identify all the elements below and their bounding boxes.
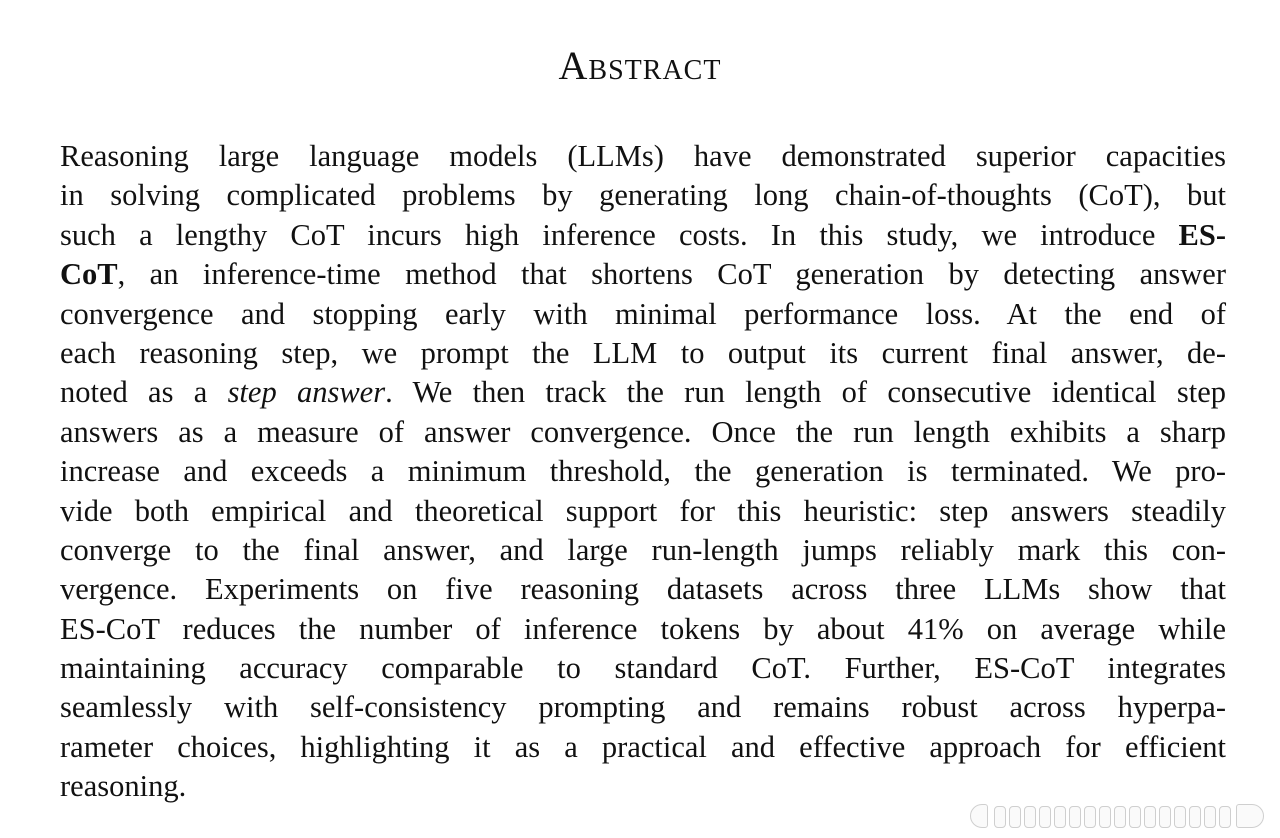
abstract-text-span: step answer xyxy=(227,375,386,410)
watermark-cap-icon xyxy=(1236,804,1264,828)
abstract-text-span: maintaining accuracy comparable to standard CoT. Further, ES-CoT integrates xyxy=(60,651,1226,686)
abstract-text-span: seamlessly with self-consistency prompting and remains robust across hyperpa- xyxy=(60,690,1226,725)
abstract-text-span: noted as a xyxy=(60,375,228,410)
abstract-text-span: vide both empirical and theoretical support for this heuristic: step answers steadily xyxy=(60,493,1226,528)
watermark-bar-icon xyxy=(1174,806,1186,828)
watermark-bar-icon xyxy=(1144,806,1156,828)
abstract-line xyxy=(60,137,1226,176)
watermark-bar-icon xyxy=(1054,806,1066,828)
watermark-cap-icon xyxy=(970,804,988,828)
abstract-text-span: answers as a measure of answer convergence. Once the run length exhibits a sharp xyxy=(60,414,1226,449)
abstract-text-span: ES- xyxy=(1178,217,1226,252)
abstract-line xyxy=(60,531,1226,570)
abstract-line xyxy=(60,295,1226,334)
abstract-heading: Abstract xyxy=(558,43,722,88)
watermark-bar-icon xyxy=(1159,806,1171,828)
watermark-bar-icon xyxy=(1129,806,1141,828)
watermark-bar-icon xyxy=(1219,806,1231,828)
abstract-line xyxy=(60,255,1226,294)
abstract-text-span: ES-CoT reduces the number of inference tokens by about 41% on average while xyxy=(60,611,1226,646)
abstract-body xyxy=(60,137,1226,807)
watermark-bar-icon xyxy=(1009,806,1021,828)
abstract-line xyxy=(60,413,1226,452)
watermark-logo xyxy=(970,800,1266,830)
abstract-text-span: each reasoning step, we prompt the LLM to output its current final answer, de- xyxy=(60,335,1226,370)
abstract-text-span: vergence. Experiments on five reasoning datasets across three LLMs show that xyxy=(60,572,1226,607)
abstract-text-span: . We then track the run length of consecutive identical step xyxy=(385,375,1226,410)
abstract-line xyxy=(60,728,1226,767)
abstract-line xyxy=(60,688,1226,727)
watermark-bar-icon xyxy=(1024,806,1036,828)
abstract-text-span: in solving complicated problems by generating long chain-of-thoughts (CoT), but xyxy=(60,178,1226,213)
watermark-bar-icon xyxy=(1039,806,1051,828)
watermark-bar-icon xyxy=(1189,806,1201,828)
abstract-line xyxy=(60,176,1226,215)
abstract-line xyxy=(60,649,1226,688)
watermark-bar-icon xyxy=(1084,806,1096,828)
abstract-text-span: , an inference-time method that shortens CoT generation by detecting answer xyxy=(117,257,1226,292)
abstract-line xyxy=(60,452,1226,491)
abstract-line xyxy=(60,334,1226,373)
abstract-line xyxy=(60,492,1226,531)
abstract-text-span: converge to the final answer, and large run-length jumps reliably mark this con- xyxy=(60,532,1226,567)
abstract-line xyxy=(60,216,1226,255)
abstract-line xyxy=(60,610,1226,649)
abstract-line xyxy=(60,373,1226,412)
abstract-text-span: increase and exceeds a minimum threshold, the generation is terminated. We pro- xyxy=(60,454,1226,489)
watermark-bar-icon xyxy=(994,806,1006,828)
abstract-text-span: Reasoning large language models (LLMs) have demonstrated superior capacities xyxy=(60,139,1226,173)
watermark-bar-icon xyxy=(1204,806,1216,828)
abstract-line xyxy=(60,570,1226,609)
abstract-text-span: convergence and stopping early with minimal performance loss. At the end of xyxy=(60,296,1226,331)
abstract-text-span: CoT xyxy=(60,257,118,292)
watermark-bar-icon xyxy=(1114,806,1126,828)
watermark-bar-icon xyxy=(1069,806,1081,828)
abstract-text-span: rameter choices, highlighting it as a practical and effective approach for efficient xyxy=(60,729,1226,764)
abstract-text-span: such a lengthy CoT incurs high inference costs. In this study, we introduce xyxy=(60,217,1179,252)
abstract-text-span: reasoning. xyxy=(60,769,187,804)
watermark-bar-icon xyxy=(1099,806,1111,828)
